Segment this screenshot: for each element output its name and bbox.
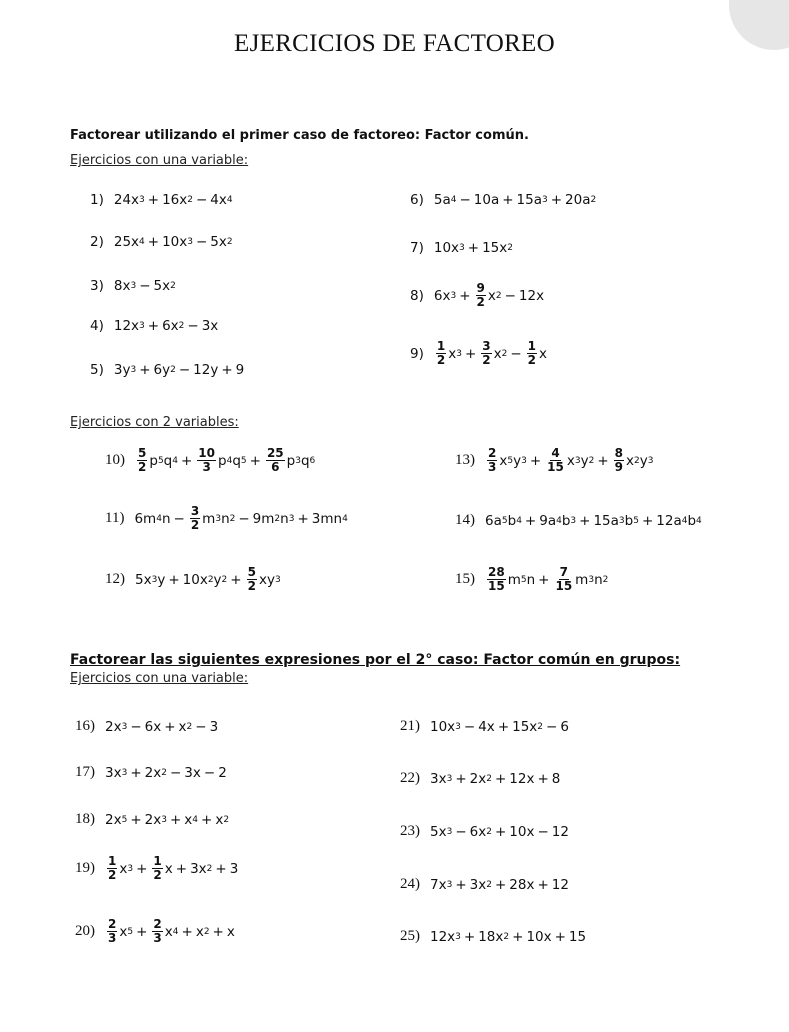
exercise-number: 11) [105, 510, 125, 527]
expression: 2x 3 − 6x + x 2 − 3 [105, 718, 219, 735]
exercise-number: 21) [400, 718, 420, 734]
exercise-number: 7) [410, 240, 424, 256]
exercise-number: 2) [90, 234, 104, 250]
expression: 3x 3 + 2x 2 − 3x − 2 [105, 764, 227, 781]
exercise-14 [455, 512, 702, 529]
expression: $\frac{2}{3}$ x 5 y 3 + $\frac{4}{15}$ x 3 y 2 + $\frac{8}{9}$ x 2 y 3 [488, 446, 654, 475]
exercise-number: 20) [75, 923, 95, 940]
section1-subheading-one-variable: Ejercicios con una variable: [70, 153, 249, 168]
expression: 3y 3 + 6y 2 − 12y + 9 [113, 362, 245, 378]
exercise-4 [90, 318, 218, 334]
expression: 5x 3 y + 10x 2 y 2 + $\frac{5}{2}$ xy 3 [135, 565, 281, 594]
expression: 5a 4 − 10a + 15a 3 + 20a 2 [433, 192, 597, 208]
exercise-number: 22) [400, 770, 420, 786]
exercise-18 [75, 811, 229, 828]
exercise-number: 24) [400, 876, 420, 892]
exercise-2 [90, 234, 233, 250]
expression: 2x 5 + 2x 3 + x 4 + x 2 [105, 811, 230, 828]
expression: 10x 3 + 15x 2 [433, 240, 513, 256]
expression: 6x 3 + $\frac{9}{2}$ x 2 − 12x [433, 281, 545, 310]
exercise-number: 25) [400, 928, 420, 944]
section2-subheading-one-variable: Ejercicios con una variable: [70, 671, 249, 686]
expression: 12x 3 + 18x 2 + 10x + 15 [430, 928, 587, 945]
exercise-24 [400, 876, 569, 893]
exercise-16 [75, 718, 218, 735]
expression: 8x 3 − 5x 2 [113, 278, 176, 294]
expression: 25x 4 + 10x 3 − 5x 2 [113, 234, 233, 250]
expression: 6a 5 b 4 + 9a 4 b 3 + 15a 3 b 5 + 12a 4 b 4 [485, 512, 702, 529]
exercise-number: 8) [410, 287, 424, 304]
exercise-number: 3) [90, 278, 104, 294]
exercise-number: 10) [105, 452, 125, 469]
exercise-number: 15) [455, 571, 475, 588]
exercise-number: 23) [400, 823, 420, 839]
exercise-1 [90, 192, 233, 208]
exercise-number: 19) [75, 860, 95, 877]
exercise-number: 9) [410, 345, 424, 362]
expression: 6m 4 n − $\frac{3}{2}$ m 3 n 2 − 9m 2 n 3 + 3mn 4 [134, 504, 348, 533]
page-title: EJERCICIOS DE FACTOREO [234, 30, 555, 57]
exercise-7 [410, 240, 513, 256]
exercise-number: 14) [455, 512, 475, 528]
exercise-15 [455, 566, 608, 593]
exercise-number: 18) [75, 811, 95, 827]
expression: 3x 3 + 2x 2 + 12x + 8 [430, 770, 561, 787]
exercise-10 [105, 447, 315, 474]
expression: 10x 3 − 4x + 15x 2 − 6 [430, 718, 569, 735]
exercise-17 [75, 764, 227, 781]
expression: 24x 3 + 16x 2 − 4x 4 [113, 192, 233, 208]
expression: 7x 3 + 3x 2 + 28x + 12 [430, 876, 569, 893]
exercise-number: 4) [90, 318, 104, 334]
exercise-number: 16) [75, 718, 95, 734]
exercise-21 [400, 718, 569, 735]
exercise-3 [90, 278, 176, 294]
exercise-22 [400, 770, 560, 787]
exercise-number: 1) [90, 192, 104, 208]
exercise-25 [400, 928, 586, 945]
section1-heading: Factorear utilizando el primer caso de factoreo: Factor común. [70, 128, 529, 143]
exercise-23 [400, 823, 569, 840]
exercise-number: 17) [75, 764, 95, 780]
expression: $\frac{28}{15}$ m 5 n + $\frac{7}{15}$ m 3 n 2 [488, 565, 609, 594]
exercise-11 [105, 505, 348, 532]
exercise-8 [410, 282, 544, 309]
exercise-13 [455, 447, 653, 474]
expression: $\frac{1}{2}$ x 3 + $\frac{1}{2}$ x + 3x 2 + 3 [108, 854, 239, 883]
exercise-number: 13) [455, 452, 475, 469]
expression: $\frac{5}{2}$ p 5 q 4 + $\frac{10}{3}$ p 4 q 5 + $\frac{25}{6}$ p 3 q 6 [138, 446, 316, 475]
exercise-number: 6) [410, 192, 424, 208]
exercise-6 [410, 192, 596, 208]
exercise-20 [75, 918, 235, 945]
section2-heading: Factorear las siguientes expresiones por el 2° caso: Factor común en grupos: [70, 652, 681, 668]
section1-subheading-two-variables: Ejercicios con 2 variables: [70, 415, 239, 430]
expression: $\frac{1}{2}$ x 3 + $\frac{3}{2}$ x 2 − $\frac{1}{2}$ x [436, 339, 548, 368]
exercise-5 [90, 362, 244, 378]
exercise-19 [75, 855, 238, 882]
exercise-12 [105, 566, 281, 593]
expression: $\frac{2}{3}$ x 5 + $\frac{2}{3}$ x 4 + x 2 + x [108, 917, 235, 946]
expression: 5x 3 − 6x 2 + 10x − 12 [430, 823, 569, 840]
exercise-9 [410, 340, 547, 367]
exercise-number: 5) [90, 362, 104, 378]
exercise-number: 12) [105, 571, 125, 588]
expression: 12x 3 + 6x 2 − 3x [113, 318, 219, 334]
